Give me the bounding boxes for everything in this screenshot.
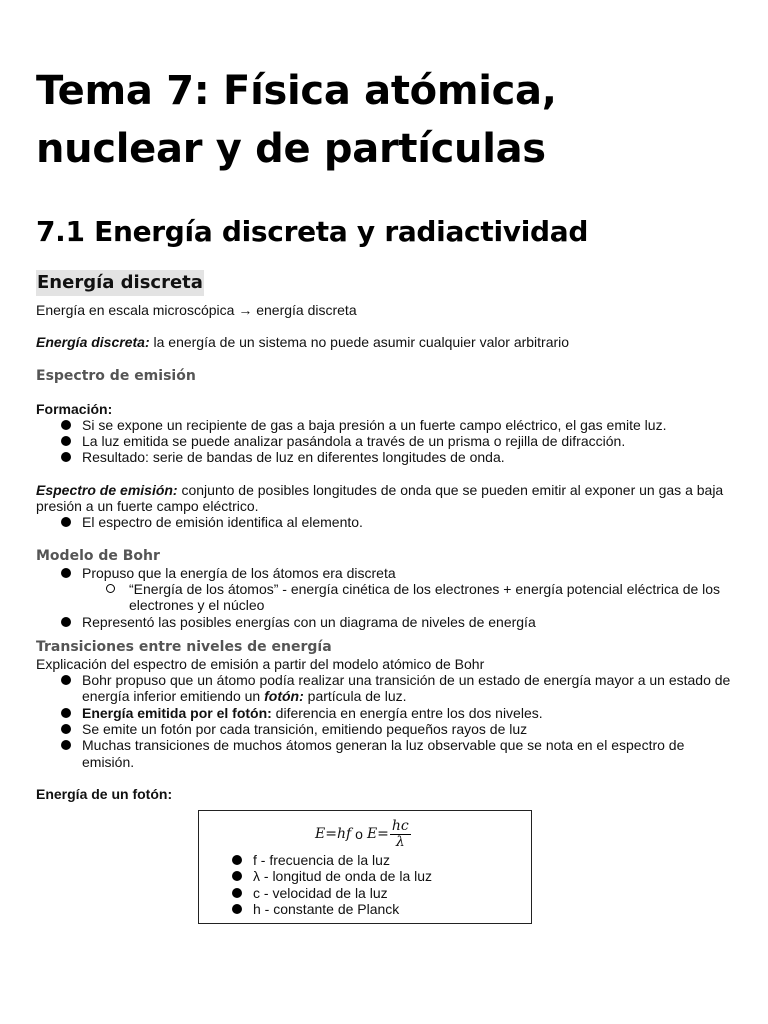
- document-body: [36, 302, 736, 917]
- section-heading: 7.1 Energía discreta y radiactividad: [36, 215, 589, 248]
- transiciones-intro: Explicación del espectro de emisión a partir del modelo atómico de Bohr: [36, 655, 485, 672]
- list-item: Bohr propuso que un átomo podía realizar una transición de un estado de energía mayor a un estado de energía inferior emitiendo un fotón: partícula de luz.: [36, 672, 736, 705]
- list-item: Representó las posibles energías con un diagrama de niveles de energía: [36, 614, 736, 630]
- formula-variables-list: [207, 852, 527, 917]
- list-item: Se emite un fotón por cada transición, emitiendo pequeños rayos de luz: [36, 721, 736, 737]
- definition-text: la energía de un sistema no puede asumir cualquier valor arbitrario: [149, 334, 570, 351]
- transiciones-heading: Transiciones entre niveles de energía: [36, 638, 332, 655]
- foton-label: Energía de un fotón:: [36, 785, 173, 802]
- sublist-item: “Energía de los átomos” - energía cinética de los electrones + energía potencial eléctrica de los electrones y el núcleo: [36, 581, 736, 614]
- photon-energy-formula: E=hf o E= $\frac{hc}{\lambda}$: [315, 818, 409, 850]
- espectro-list: [36, 514, 736, 530]
- list-item: La luz emitida se puede analizar pasándola a través de un prisma o rejilla de difracción.: [36, 433, 736, 449]
- list-item: Si se expone un recipiente de gas a baja presión a un fuerte campo eléctrico, el gas emite luz.: [36, 417, 736, 433]
- definition-text: conjunto de posibles longitudes de onda que se pueden emitir al exponer un gas a baja presión a un fuerte campo eléctrico.: [36, 481, 724, 515]
- subsection-heading: Energía discreta: [36, 270, 204, 296]
- list-item: c - velocidad de la luz: [207, 885, 527, 901]
- transiciones-list: [36, 672, 736, 770]
- formacion-label: Formación:: [36, 400, 113, 417]
- list-item: Resultado: serie de bandas de luz en diferentes longitudes de onda.: [36, 449, 736, 465]
- bohr-sublist: [36, 581, 736, 614]
- definition-term: Energía discreta:: [36, 334, 150, 351]
- definition-espectro: [36, 482, 736, 515]
- list-item: Muchas transiciones de muchos átomos generan la luz observable que se nota en el espectro de emisión.: [36, 737, 736, 770]
- page-title: Tema 7: Física atómica, nuclear y de partículas: [36, 68, 557, 172]
- bohr-heading: Modelo de Bohr: [36, 547, 160, 564]
- definition-term: Espectro de emisión:: [36, 481, 178, 498]
- formacion-list: [36, 417, 736, 466]
- list-item: f - frecuencia de la luz: [207, 852, 527, 868]
- list-item: Energía emitida por el fotón: diferencia en energía entre los dos niveles.: [36, 705, 736, 721]
- list-item: Propuso que la energía de los átomos era discreta “Energía de los átomos” - energía cinética de los electrones + energía potencial eléctrica de los electrones y el núcleo: [36, 565, 736, 614]
- formula-box: [198, 810, 532, 924]
- intro-text: Energía en escala microscópica → energía discreta: [36, 302, 357, 318]
- bohr-list: [36, 565, 736, 630]
- list-item: El espectro de emisión identifica al elemento.: [36, 514, 736, 530]
- definition-discreta: [36, 334, 736, 350]
- list-item: h - constante de Planck: [207, 901, 527, 917]
- list-item: λ - longitud de onda de la luz: [207, 868, 527, 884]
- espectro-heading: Espectro de emisión: [36, 367, 196, 384]
